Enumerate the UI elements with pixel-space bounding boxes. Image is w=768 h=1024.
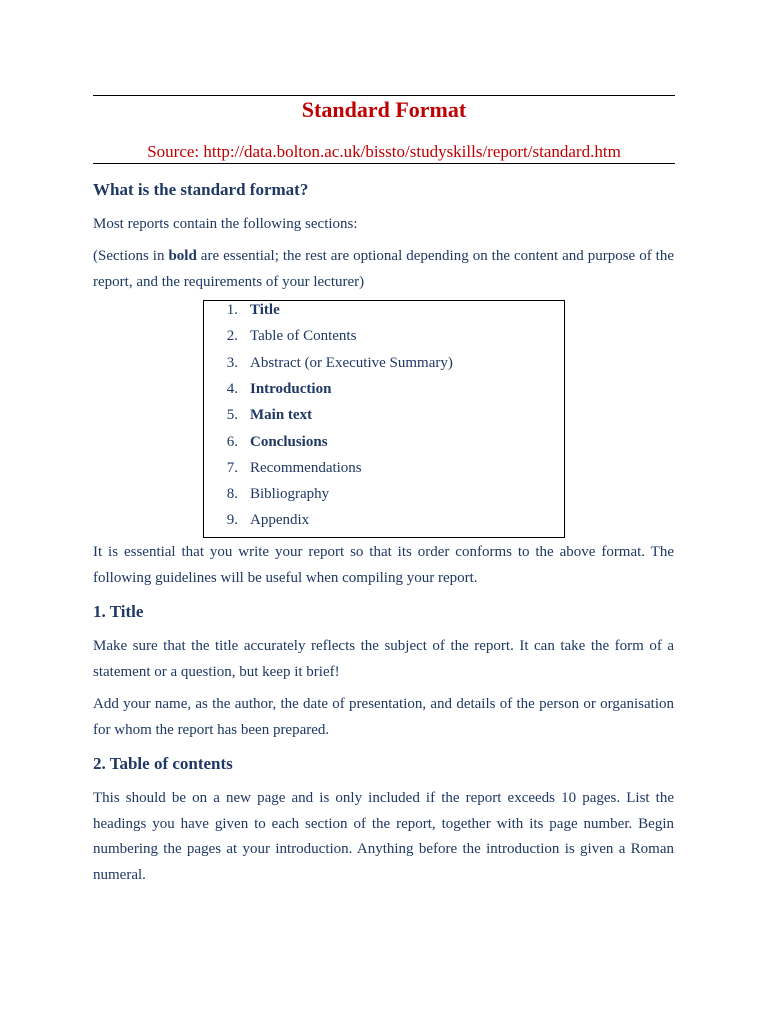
list-item-number: 4.	[226, 380, 238, 397]
title-paragraph-1: Make sure that the title accurately reflects the subject of the report. It can take the form of a statement or a question, but keep it brief!	[93, 638, 674, 680]
sections-list-box	[203, 300, 565, 538]
section-list-item	[204, 298, 544, 322]
list-item-label: Bibliography	[250, 486, 330, 503]
section-list-item	[204, 482, 544, 506]
essential-note-start: (Sections in	[93, 248, 169, 264]
section-heading-title: 1. Title	[93, 602, 144, 621]
section-list-item	[204, 456, 544, 480]
list-item-label: Abstract (or Executive Summary)	[250, 354, 453, 371]
list-item-label: Recommendations	[250, 459, 362, 476]
toc-paragraph: This should be on a new page and is only included if the report exceeds 10 pages. List the headings you have given to each section of the report, together with its page number. Begin numbering the pages at your introduction. Anything before the introduction is given a Roman numeral.	[93, 790, 674, 883]
list-item-label: Appendix	[250, 512, 310, 529]
intro-paragraph: Most reports contain the following sections:	[93, 216, 358, 232]
section-list-item	[204, 351, 544, 375]
list-item-label: Table of Contents	[250, 328, 357, 345]
essential-note-paragraph	[93, 244, 674, 295]
list-item-label: Title	[250, 302, 280, 318]
essential-note-end: are essential; the rest are optional depending on the content and purpose of the report, and the requirements of your lecturer)	[93, 248, 674, 290]
list-item-number: 9.	[226, 512, 238, 529]
order-paragraph: It is essential that you write your report so that its order conforms to the above format. The following guidelines will be useful when compiling your report.	[93, 544, 674, 586]
list-item-number: 7.	[226, 459, 238, 476]
source-rule	[93, 163, 675, 164]
section-heading-standard-format: What is the standard format?	[93, 180, 309, 199]
section-list-item	[204, 508, 544, 532]
section-list-item	[204, 324, 544, 348]
list-item-number: 5.	[226, 407, 238, 424]
page-title: Standard Format	[301, 97, 467, 122]
title-paragraph-2: Add your name, as the author, the date of presentation, and details of the person or organisation for whom the report has been prepared.	[93, 696, 674, 738]
section-list-item	[204, 403, 544, 427]
essential-note-bold: bold	[168, 248, 197, 264]
list-item-label: Main text	[250, 407, 313, 424]
section-list-item	[204, 377, 544, 401]
section-list-item	[204, 430, 544, 454]
list-item-number: 2.	[226, 328, 238, 345]
list-item-label: Conclusions	[250, 433, 328, 450]
section-heading-table-of-contents: 2. Table of contents	[93, 754, 233, 773]
list-item-label: Introduction	[250, 380, 332, 397]
list-item-number: 6.	[226, 433, 238, 450]
list-item-number: 1.	[226, 302, 238, 318]
list-item-number: 8.	[226, 486, 238, 503]
list-item-number: 3.	[226, 354, 238, 371]
source-line: Source: http://data.bolton.ac.uk/bissto/studyskills/report/standard.htm	[147, 142, 621, 161]
